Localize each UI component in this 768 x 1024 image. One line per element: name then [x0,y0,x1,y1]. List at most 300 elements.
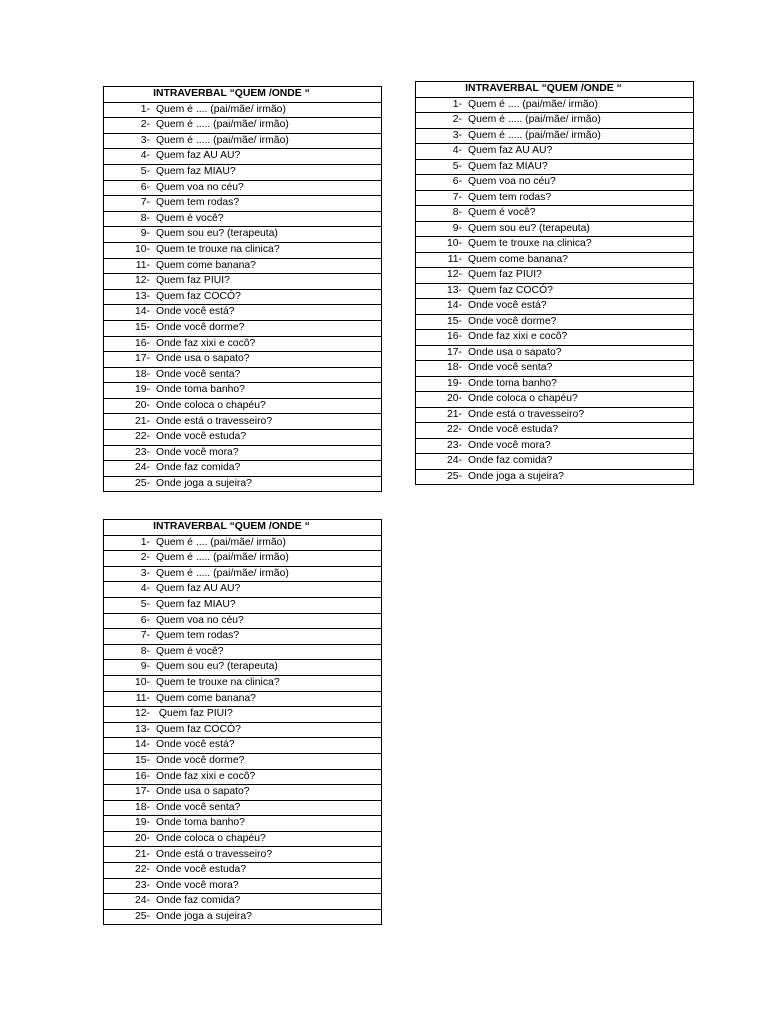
table-row [104,305,382,321]
question-cell [416,159,694,175]
table-body [416,82,694,485]
question-cell [104,847,382,863]
question-cell [104,180,382,196]
table-row [104,414,382,430]
question-cell [104,445,382,461]
question-number: 15- [446,315,462,327]
table-row [416,221,694,237]
table-row [104,274,382,290]
question-text: Quem faz AU AU? [156,583,241,595]
question-number: 16- [134,770,150,782]
question-cell [104,894,382,910]
table-row [416,314,694,330]
question-text: Quem é .... (pai/mãe/ irmão) [468,98,598,110]
question-cell [416,144,694,160]
table-row [104,800,382,816]
question-text: Quem sou eu? (terapeuta) [468,222,590,234]
question-cell [104,305,382,321]
table-row [104,753,382,769]
question-text: Onde você estuda? [156,864,247,876]
question-text: Onde faz comida? [156,895,241,907]
question-number: 18- [446,362,462,374]
question-cell [104,476,382,492]
question-number: 23- [134,446,150,458]
question-number: 9- [452,222,462,234]
question-number: 15- [134,322,150,333]
question-number: 24- [134,895,150,907]
question-cell [104,769,382,785]
question-text: Quem faz COCÓ? [156,723,241,735]
question-number: 19- [134,384,150,396]
table-row [104,476,382,492]
question-number: 17- [134,786,150,798]
question-text: Onde você está? [156,739,235,751]
question-cell [416,175,694,191]
question-number: 18- [134,801,150,813]
question-cell [104,274,382,290]
question-cell [416,299,694,315]
question-number: 24- [134,462,150,474]
question-text: Onde você dorme? [468,315,557,327]
table-row [416,268,694,284]
table-title: INTRAVERBAL “QUEM /ONDE “ [104,87,382,103]
table-row [416,144,694,160]
table-row [416,438,694,454]
question-cell [104,133,382,149]
question-text: Onde faz comida? [156,462,241,474]
table-row [104,847,382,863]
question-number: 4- [140,150,150,162]
question-cell [104,551,382,567]
table-row [104,629,382,645]
question-text: Quem faz MIAU? [468,160,548,172]
question-number: 1- [452,98,462,110]
question-cell [104,164,382,180]
question-text: Quem tem rodas? [468,191,552,203]
question-cell [416,454,694,470]
table-row [104,769,382,785]
question-cell [104,430,382,446]
question-cell [416,237,694,253]
question-number: 11- [135,259,150,271]
table-row [104,398,382,414]
question-cell [104,800,382,816]
question-cell [104,909,382,925]
question-text: Quem voa no céu? [468,176,556,188]
question-number: 17- [446,346,462,358]
question-number: 14- [446,300,462,312]
question-text: Onde você senta? [156,368,241,380]
question-number: 21- [446,408,462,420]
question-number: 7- [452,191,462,203]
question-text: Quem sou eu? (terapeuta) [156,661,278,673]
question-text: Onde coloca o chapéu? [156,832,266,844]
question-number: 5- [140,166,150,178]
question-text: Onde usa o sapato? [156,786,250,798]
table-row [104,430,382,446]
question-text: Quem é ..... (pai/mãe/ irmão) [156,552,289,564]
question-cell [416,376,694,392]
table-row [104,894,382,910]
table-row [416,361,694,377]
question-cell [416,361,694,377]
table-row [416,283,694,299]
question-number: 7- [140,197,150,209]
question-text: Quem faz PIUI? [156,275,230,287]
question-cell [104,461,382,477]
question-number: 13- [134,723,150,735]
table-row [416,128,694,144]
table-row [104,551,382,567]
table-row [416,423,694,439]
table-row [104,336,382,352]
question-number: 12- [134,708,150,720]
table-row [416,237,694,253]
table-row [104,320,382,336]
question-cell [416,97,694,113]
question-number: 20- [134,832,150,844]
question-number: 10- [134,677,150,689]
question-cell [104,414,382,430]
table-row [104,258,382,274]
question-cell [104,613,382,629]
table-row [416,407,694,423]
question-cell [416,469,694,485]
question-cell [104,102,382,118]
question-number: 21- [134,415,150,427]
question-number: 22- [134,431,150,443]
table-row [416,175,694,191]
table-row [104,461,382,477]
question-number: 22- [134,864,150,876]
question-text: Onde toma banho? [468,377,557,389]
question-cell [104,816,382,832]
question-number: 6- [140,614,150,626]
question-cell [416,113,694,129]
table-row [104,196,382,212]
question-text: Quem é .... (pai/mãe/ irmão) [156,103,286,115]
question-cell [104,582,382,598]
table-row [416,190,694,206]
table-row [104,785,382,801]
question-number: 18- [134,368,150,380]
question-number: 10- [134,244,150,256]
question-text: Onde faz xixi e cocô? [468,331,568,343]
question-number: 11- [447,253,462,265]
table-row [104,102,382,118]
table-row [104,707,382,723]
question-text: Quem é ..... (pai/mãe/ irmão) [156,134,289,146]
question-text: Quem faz MIAU? [156,166,236,178]
table-row [416,392,694,408]
question-cell [104,258,382,274]
table-header-row [104,87,382,103]
question-text: Onde faz comida? [468,455,553,467]
question-number: 19- [446,377,462,389]
table-body [104,520,382,925]
question-number: 13- [134,290,150,302]
question-cell [104,289,382,305]
question-text: Quem é ..... (pai/mãe/ irmão) [156,119,289,131]
question-number: 8- [140,212,150,224]
question-text: Quem come banana? [156,259,256,271]
table-row [104,909,382,925]
question-number: 5- [452,160,462,172]
question-text: Quem faz COCÓ? [156,290,241,302]
question-cell [104,242,382,258]
question-cell [104,691,382,707]
question-text: Onde joga a sujeira? [156,910,252,922]
question-cell [416,407,694,423]
table-header-row [104,520,382,536]
table-row [416,376,694,392]
question-number: 15- [134,755,150,766]
question-text: Quem te trouxe na clinica? [156,677,280,689]
question-number: 9- [140,228,150,240]
question-text: Quem é você? [156,645,224,657]
table-row [104,367,382,383]
question-number: 25- [446,470,462,482]
question-cell [104,196,382,212]
question-text: Quem come banana? [156,692,256,704]
question-number: 25- [134,910,150,922]
question-cell [104,785,382,801]
question-number: 20- [446,393,462,405]
question-number: 5- [140,599,150,611]
question-text: Onde você senta? [156,801,241,813]
question-cell [104,722,382,738]
table-row [104,644,382,660]
question-cell [416,190,694,206]
table-row [416,252,694,268]
question-text: Onde está o travesseiro? [156,848,273,860]
question-number: 7- [140,630,150,642]
question-text: Quem tem rodas? [156,197,240,209]
question-text: Onde você mora? [156,446,239,458]
question-text: Quem tem rodas? [156,630,240,642]
question-text: Onde está o travesseiro? [156,415,273,427]
question-text: Onde você dorme? [156,322,245,333]
question-cell [104,336,382,352]
table-row [416,330,694,346]
table-row [104,738,382,754]
table-row [104,180,382,196]
question-text: Quem sou eu? (terapeuta) [156,228,278,240]
question-number: 1- [140,536,150,548]
question-text: Onde você mora? [156,879,239,891]
question-cell [416,268,694,284]
question-table [103,86,382,492]
table-row [104,352,382,368]
table-row [104,227,382,243]
question-cell [104,566,382,582]
question-number: 12- [134,275,150,287]
question-cell [104,118,382,134]
table-row [104,242,382,258]
table-title: INTRAVERBAL “QUEM /ONDE “ [104,520,382,536]
question-number: 19- [134,817,150,829]
question-number: 4- [140,583,150,595]
question-cell [104,352,382,368]
question-cell [104,367,382,383]
table-row [104,535,382,551]
table-row [416,206,694,222]
question-text: Quem te trouxe na clinica? [156,244,280,256]
question-text: Onde você está? [156,306,235,318]
table-row [104,691,382,707]
table-row [104,383,382,399]
table-row [104,863,382,879]
question-number: 23- [446,439,462,451]
question-cell [416,345,694,361]
question-cell [104,149,382,165]
question-cell [416,438,694,454]
question-cell [416,423,694,439]
table-row [104,118,382,134]
table-row [104,164,382,180]
table-row [104,675,382,691]
table-row [104,816,382,832]
table-body [104,87,382,492]
question-table [103,519,382,925]
question-number: 20- [134,399,150,411]
question-cell [104,863,382,879]
question-text: Quem voa no céu? [156,614,244,626]
table-header-row [416,82,694,98]
question-text: Quem faz AU AU? [468,145,553,157]
question-text: Onde usa o sapato? [468,346,562,358]
question-number: 24- [446,455,462,467]
table-row [104,566,382,582]
question-text: Quem é ..... (pai/mãe/ irmão) [156,567,289,579]
question-cell [104,738,382,754]
question-text: Onde usa o sapato? [156,353,250,365]
table-row [104,211,382,227]
question-number: 6- [140,181,150,193]
question-number: 14- [134,306,150,318]
table-row [416,159,694,175]
table-row [104,133,382,149]
table-row [104,582,382,598]
question-number: 25- [134,477,150,489]
question-cell [416,392,694,408]
question-number: 13- [446,284,462,296]
question-number: 6- [452,176,462,188]
question-text: Onde toma banho? [156,817,245,829]
table-row [416,97,694,113]
question-number: 16- [446,331,462,343]
question-text: Quem voa no céu? [156,181,244,193]
question-cell [416,283,694,299]
question-number: 17- [134,353,150,365]
question-text: Quem é ..... (pai/mãe/ irmão) [468,129,601,141]
table-row [104,597,382,613]
question-text: Quem te trouxe na clinica? [468,238,592,250]
question-text: Onde joga a sujeira? [468,470,564,482]
question-number: 21- [134,848,150,860]
question-text: Quem faz COCÓ? [468,284,553,296]
question-number: 4- [452,145,462,157]
question-cell [104,707,382,723]
question-number: 12- [446,269,462,281]
question-number: 2- [452,114,462,126]
question-text: Quem come banana? [468,253,568,265]
question-text: Onde você está? [468,300,547,312]
question-text: Onde faz xixi e cocô? [156,337,256,349]
question-number: 14- [134,739,150,751]
question-text: Onde joga a sujeira? [156,477,252,489]
table-row [104,722,382,738]
question-number: 1- [140,103,150,115]
question-cell [104,831,382,847]
question-number: 2- [140,552,150,564]
question-cell [416,330,694,346]
question-cell [104,535,382,551]
question-text: Quem faz AU AU? [156,150,241,162]
question-number: 9- [140,661,150,673]
question-text: Quem faz PIUI? [468,269,542,281]
question-number: 23- [134,879,150,891]
question-cell [416,314,694,330]
question-number: 10- [446,238,462,250]
question-table [415,81,694,485]
table-row [416,469,694,485]
question-number: 8- [452,207,462,219]
question-cell [104,675,382,691]
question-text: Quem é ..... (pai/mãe/ irmão) [468,114,601,126]
table-row [104,660,382,676]
question-cell [416,252,694,268]
question-number: 11- [135,692,150,704]
question-text: Onde coloca o chapéu? [468,393,578,405]
question-number: 3- [140,567,150,579]
question-number: 8- [140,645,150,657]
question-text: Onde você mora? [468,439,551,451]
question-cell [104,320,382,336]
question-number: 22- [446,424,462,436]
table-row [416,345,694,361]
question-text: Quem é você? [156,212,224,224]
question-cell [104,398,382,414]
question-number: 3- [140,134,150,146]
question-text: Onde coloca o chapéu? [156,399,266,411]
question-cell [104,629,382,645]
question-cell [104,660,382,676]
table-row [104,878,382,894]
question-cell [104,753,382,769]
question-cell [104,227,382,243]
question-number: 16- [134,337,150,349]
question-text: Onde você estuda? [468,424,559,436]
table-row [104,289,382,305]
question-cell [104,383,382,399]
question-cell [416,221,694,237]
table-row [104,445,382,461]
question-text: Quem é você? [468,207,536,219]
question-text: Quem faz MIAU? [156,599,236,611]
question-text: Onde toma banho? [156,384,245,396]
question-cell [104,597,382,613]
table-row [104,831,382,847]
question-cell [104,878,382,894]
table-row [416,454,694,470]
question-text: Onde faz xixi e cocô? [156,770,256,782]
question-text: Quem é .... (pai/mãe/ irmão) [156,536,286,548]
question-text: Quem faz PIUI? [156,708,233,720]
question-cell [104,644,382,660]
table-title: INTRAVERBAL “QUEM /ONDE “ [416,82,694,98]
question-number: 3- [452,129,462,141]
